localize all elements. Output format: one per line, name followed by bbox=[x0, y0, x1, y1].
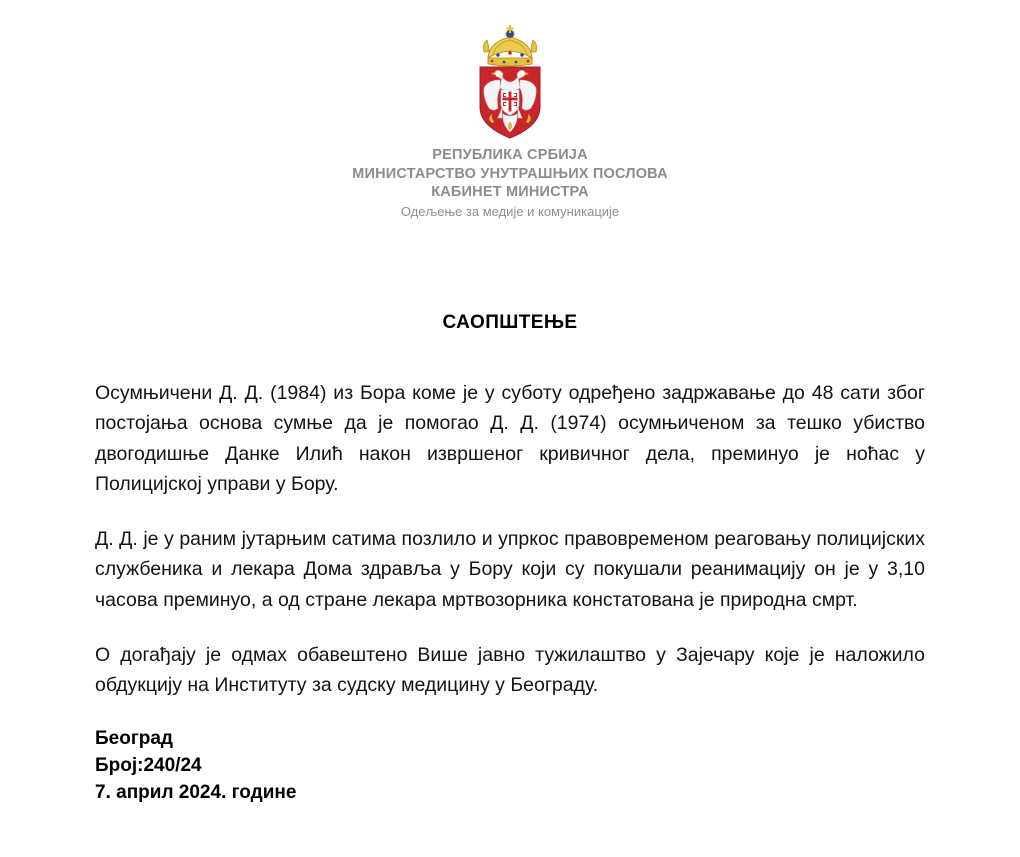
document-body bbox=[95, 334, 925, 700]
paragraph-1: Осумњичени Д. Д. (1984) из Бора коме је у суботу одређено задржавање до 48 сати због постојања основа сумње да је помогао Д. Д. (1974) осумњиченом за тешко убиство двогодишње Данке Илић након извршеног кривичног дела, преминуо је ноћас у Полицијској управи у Бору. bbox=[95, 382, 925, 495]
letterhead-line-ministry: МИНИСТАРСТВО УНУТРАШЊИХ ПОСЛОВА bbox=[352, 165, 668, 182]
letterhead-line-department: Одељење за медије и комуникације bbox=[400, 203, 620, 219]
signature-number: Број:240/24 bbox=[95, 755, 202, 777]
letterhead bbox=[0, 146, 1020, 220]
letterhead-line-cabinet: КАБИНЕТ МИНИСТРА bbox=[431, 184, 589, 201]
paragraph-3: О догађају је одмах обавештено Више јавно тужилаштво у Зајечару које је наложило обдукцију на Институту за судску медицину у Београду. bbox=[95, 643, 925, 697]
paragraph-2: Д. Д. је у раним јутарњим сатима позлило и упркос правовременом реаговању полицијских службеника и лекара Дома здравља у Бору који су покушали реанимацију он је у 3,10 часова преминуо, а од стране лекара мртвозорника констатована је природна смрт. bbox=[95, 528, 925, 611]
serbian-coat-of-arms-icon bbox=[462, 22, 558, 142]
emblem-container bbox=[0, 0, 1020, 142]
signature-date: 7. април 2024. године bbox=[95, 782, 297, 804]
signature-place: Београд bbox=[95, 728, 173, 750]
crown-group bbox=[483, 25, 536, 66]
signature-block bbox=[95, 700, 925, 807]
shield-group bbox=[480, 67, 540, 138]
page-title: САОПШТЕЊЕ bbox=[442, 312, 578, 334]
letterhead-line-republic: РЕПУБЛИКА СРБИЈА bbox=[432, 147, 588, 163]
